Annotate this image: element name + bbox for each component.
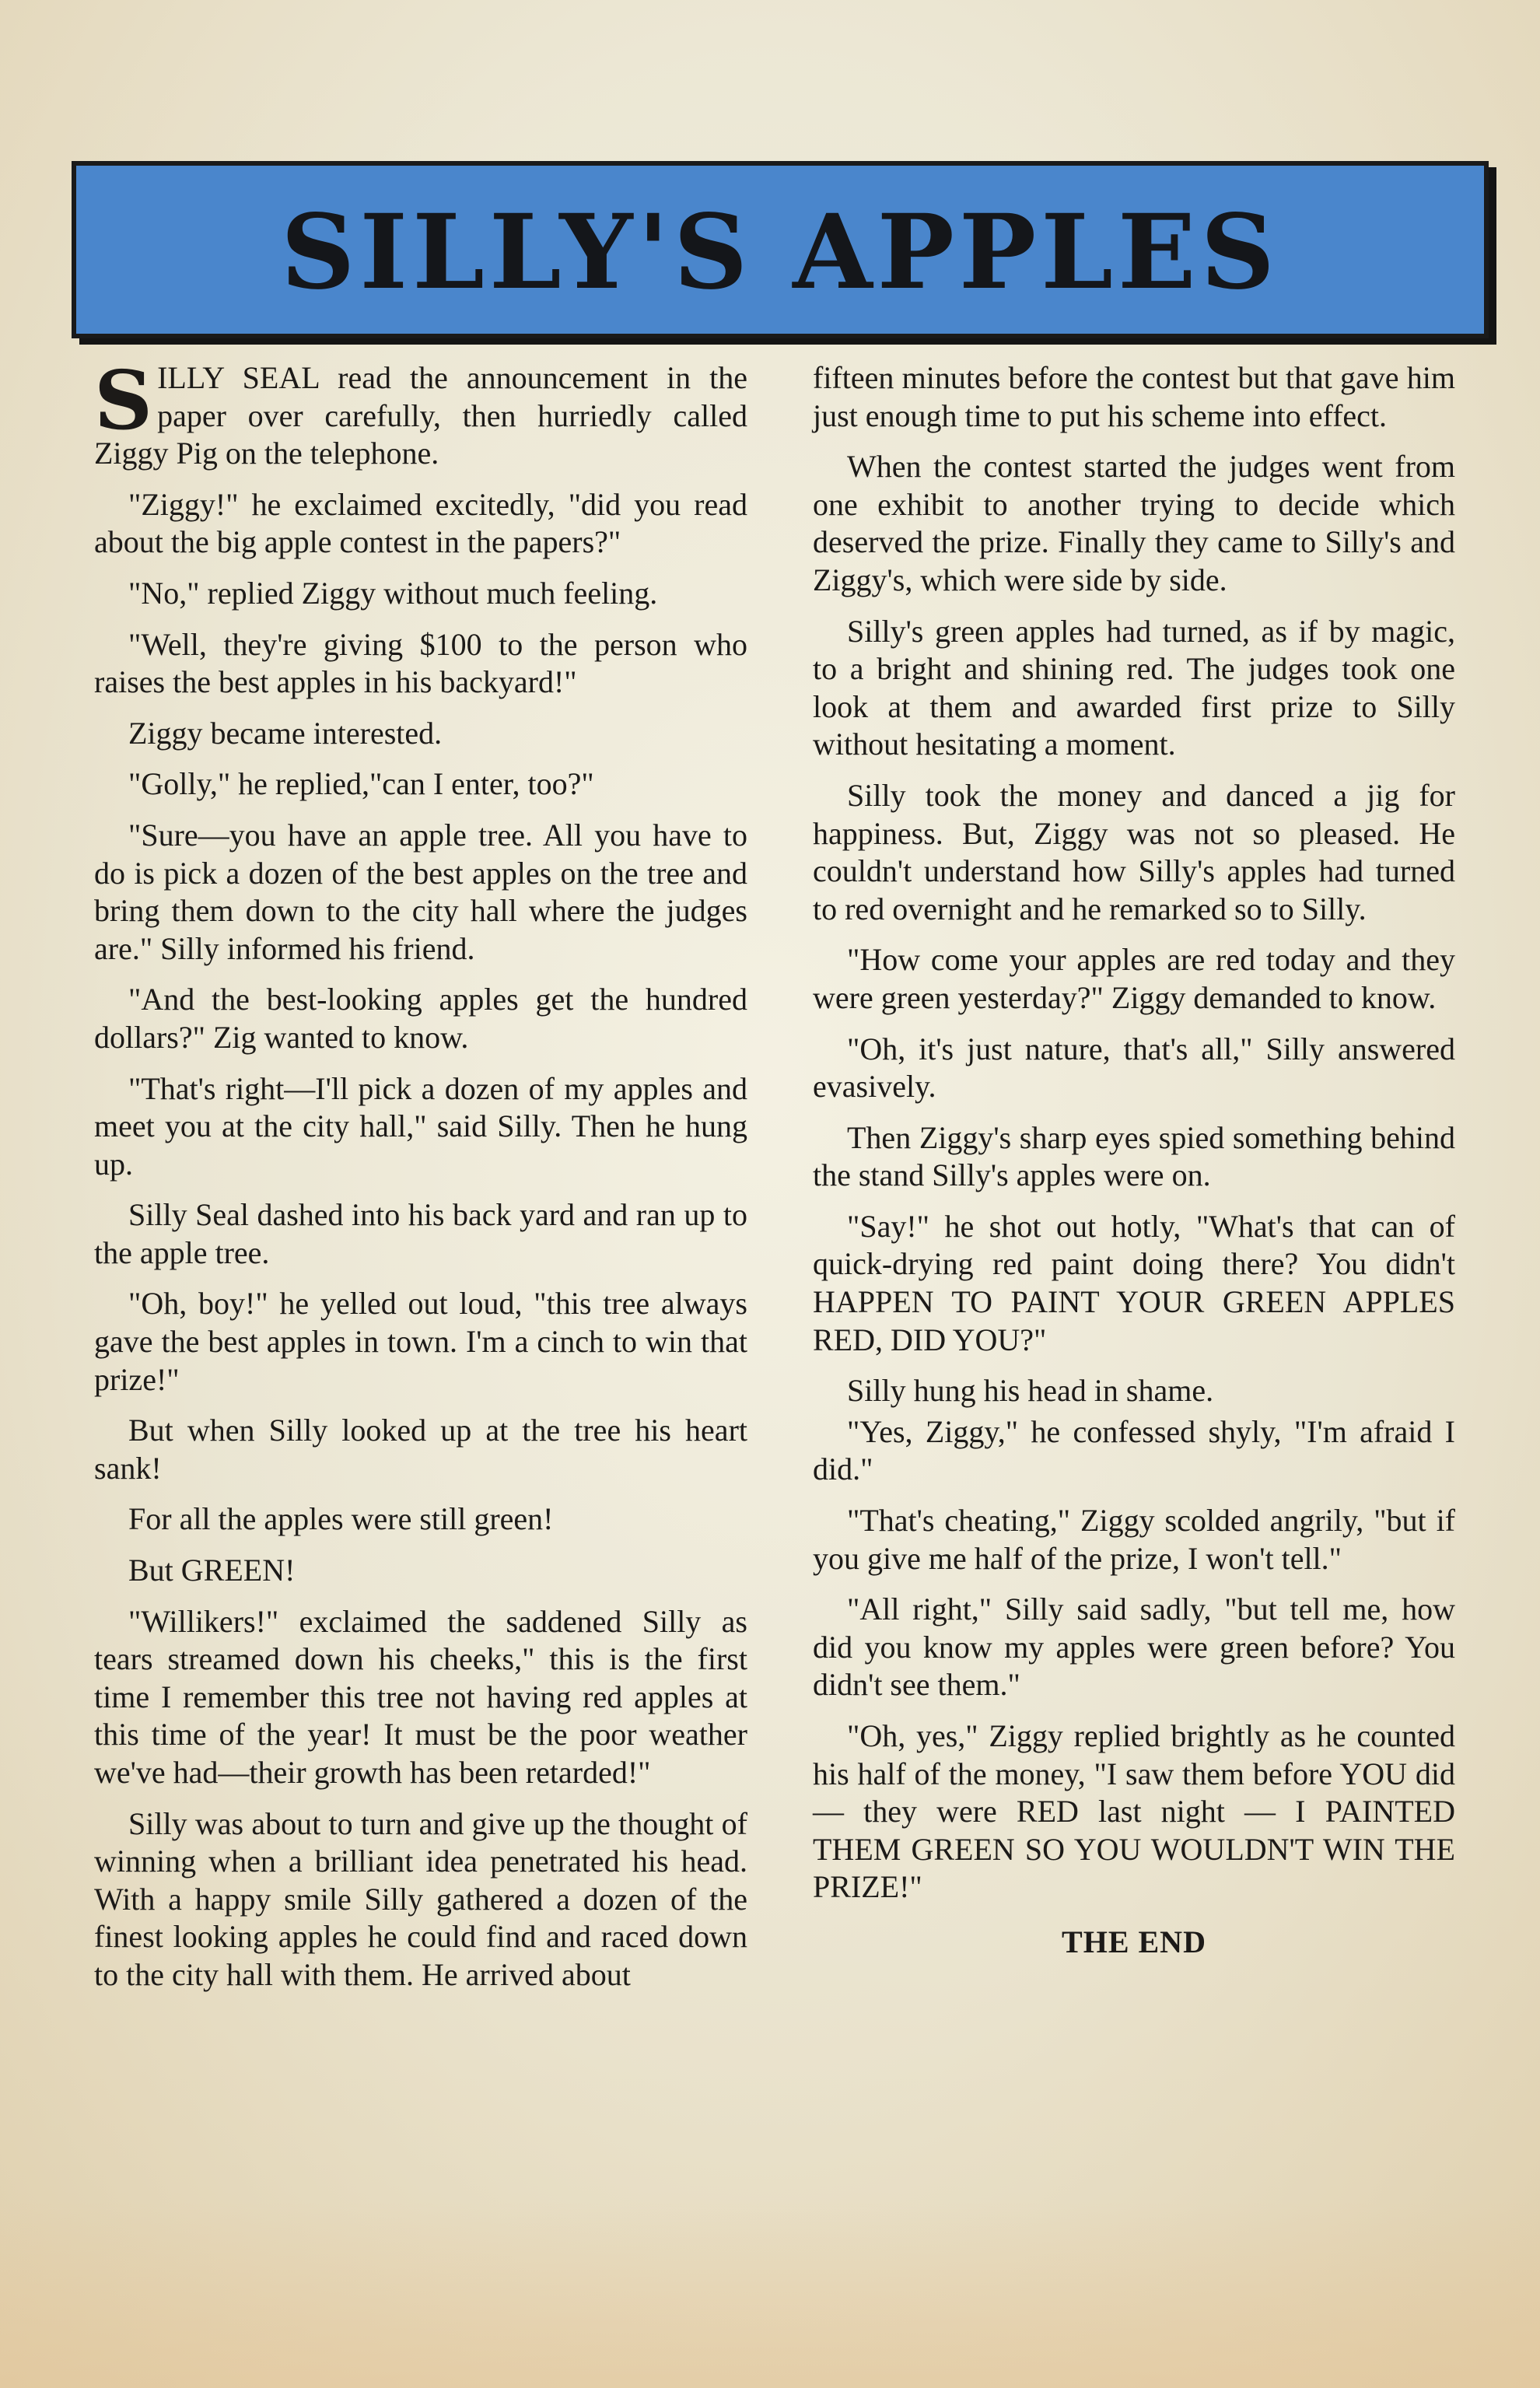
paragraph: "Oh, yes," Ziggy replied brightly as he counted his half of the money, "I saw them before YOU did — they were RED last night — I PAINTED THEM GREEN SO YOU WOULDN'T WIN THE PRIZE!" [813, 1718, 1455, 1905]
paragraph: "Well, they're giving $100 to the person who raises the best apples in his backyard!" [94, 626, 747, 700]
paragraph: "Willikers!" exclaimed the saddened Silly as tears streamed down his cheeks," this is the first time I remember this tree not having red apples at this time of the year! It must be the poor weather we've had—their growth has been retarded!" [94, 1603, 747, 1790]
left-column [94, 352, 747, 2008]
paragraph: Then Ziggy's sharp eyes spied something behind the stand Silly's apples were on. [813, 1119, 1455, 1193]
paragraph: But when Silly looked up at the tree his heart sank! [94, 1413, 747, 1486]
paragraph: "Golly," he replied,"can I enter, too?" [128, 766, 594, 802]
drop-cap: S [94, 352, 153, 448]
paragraph: "Oh, it's just nature, that's all," Silly answered evasively. [813, 1031, 1455, 1105]
paragraph: Silly's green apples had turned, as if by magic, to a bright and shining red. The judges took one look at them and awarded first prize to Silly without hesitating a moment. [813, 613, 1455, 762]
paragraph: "Sure—you have an apple tree. All you have to do is pick a dozen of the best apples on the tree and bring them down to the city hall where the judges are." Silly informed his friend. [94, 817, 747, 966]
right-column [813, 359, 1455, 1975]
the-end: THE END [1062, 1924, 1206, 1959]
paragraph: Silly took the money and danced a jig for happiness. But, Ziggy was not so pleased. He couldn't understand how Silly's apples had turned to red overnight and he remarked so to Silly. [813, 777, 1455, 926]
paragraph: But GREEN! [128, 1553, 296, 1588]
paragraph: When the contest started the judges went from one exhibit to another trying to decide which deserved the prize. Finally they came to Silly's and Ziggy's, which were side by side. [813, 449, 1455, 597]
paragraph: Ziggy became interested. [128, 715, 443, 751]
paragraph: "All right," Silly said sadly, "but tell me, how did you know my apples were green before? You didn't see them." [813, 1591, 1455, 1703]
story-title: SILLY'S APPLES [281, 192, 1279, 313]
paragraph: "No," replied Ziggy without much feeling. [128, 575, 658, 611]
paragraph: "Ziggy!" he exclaimed excitedly, "did you read about the big apple contest in the papers?" [94, 486, 747, 560]
paragraph: "Yes, Ziggy," he confessed shyly, "I'm afraid I did." [813, 1413, 1455, 1487]
paragraph: fifteen minutes before the contest but that gave him just enough time to put his scheme into effect. [813, 360, 1455, 433]
paragraph: Silly was about to turn and give up the thought of winning when a brilliant idea penetrated his head. With a happy smile Silly gathered a dozen of the finest looking apples he could find and raced down to the city hall with them. He arrived about [94, 1805, 747, 1992]
paragraph: "And the best-looking apples get the hundred dollars?" Zig wanted to know. [94, 982, 747, 1055]
paragraph: "That's cheating," Ziggy scolded angrily, "but if you give me half of the prize, I won't tell." [813, 1503, 1455, 1576]
paragraph: "That's right—I'll pick a dozen of my apples and meet you at the city hall," said Silly. Then he hung up. [94, 1070, 747, 1182]
paragraph: "Oh, boy!" he yelled out loud, "this tree always gave the best apples in town. I'm a cinch to win that prize!" [94, 1286, 747, 1397]
paragraph-text: ILLY SEAL read the announcement in the paper over carefully, then hurriedly called Ziggy Pig on the telephone. [94, 360, 747, 471]
paragraph: For all the apples were still green! [128, 1501, 554, 1537]
paragraph: Silly hung his head in shame. [847, 1373, 1214, 1409]
paragraph: "Say!" he shot out hotly, "What's that can of quick-drying red paint doing there? You didn't HAPPEN TO PAINT YOUR GREEN APPLES RED, DID YOU?" [813, 1208, 1455, 1357]
paragraph [94, 352, 747, 473]
title-banner [72, 161, 1489, 338]
paragraph: Silly Seal dashed into his back yard and ran up to the apple tree. [94, 1197, 747, 1270]
paragraph: "How come your apples are red today and they were green yesterday?" Ziggy demanded to know. [813, 942, 1455, 1015]
